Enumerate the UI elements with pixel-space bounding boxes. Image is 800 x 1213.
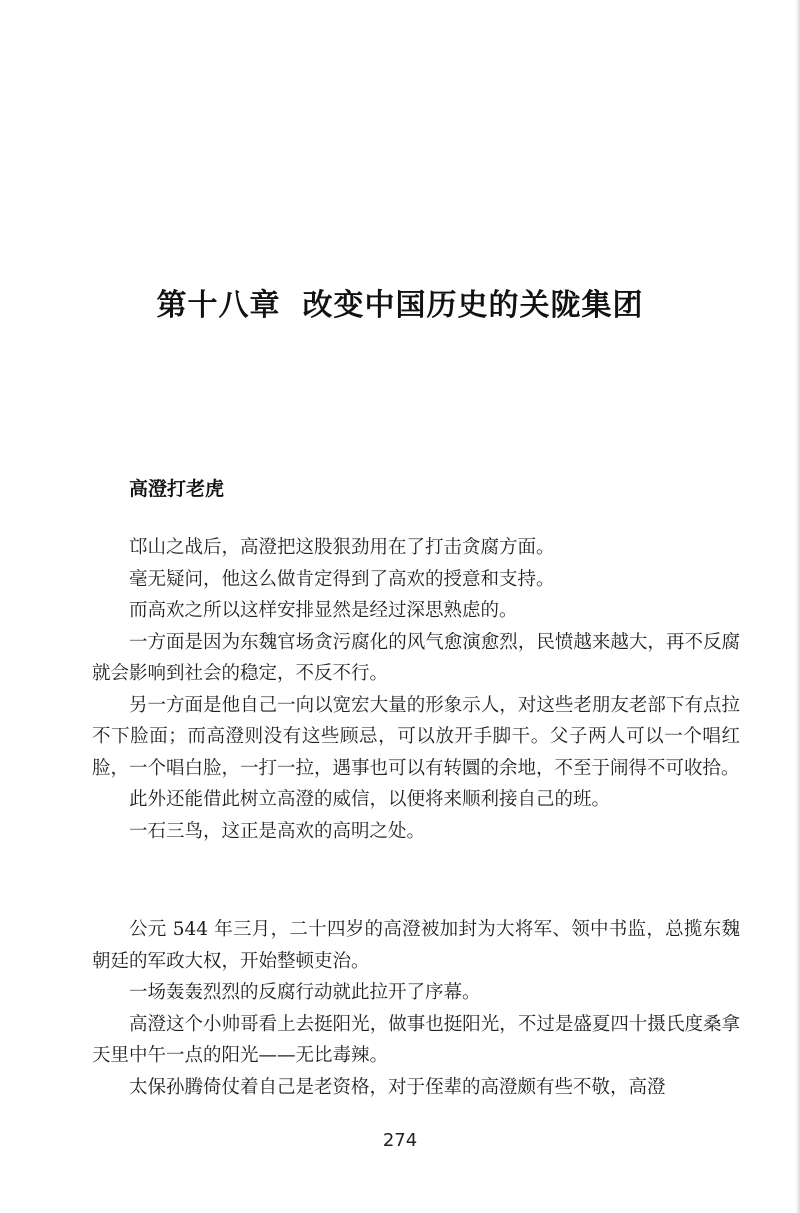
page-number: 274 (382, 1130, 418, 1151)
chapter-title-text: 改变中国历史的关陇集团 (302, 288, 644, 323)
paragraph: 邙山之战后，高澄把这股狠劲用在了打击贪腐方面。 (129, 537, 555, 558)
paragraph: 毫无疑问，他这么做肯定得到了高欢的授意和支持。 (129, 568, 555, 590)
paragraph: 此外还能借此树立高澄的威信，以便将来顺利接自己的班。 (129, 789, 611, 810)
paragraph: 而高欢之所以这样安排显然是经过深思熟虑的。 (129, 600, 518, 621)
body-text-block-2 (92, 914, 740, 1103)
section-heading: 高澄打老虎 (129, 478, 225, 500)
paragraph: 一石三鸟，这正是高欢的高明之处。 (129, 820, 426, 842)
body-text-block-1 (92, 532, 740, 847)
chapter-number: 第十八章 (156, 288, 281, 323)
paragraph: 一方面是因为东魏官场贪污腐化的风气愈演愈烈，民愤越来越大，再不反腐就会影响到社会的稳定，不反不行。 (92, 631, 740, 684)
paragraph: 另一方面是他自己一向以宽宏大量的形象示人，对这些老朋友老部下有点拉不下脸面；而高澄则没有这些顾忌，可以放开手脚干。父子两人可以一个唱红脸，一个唱白脸，一打一拉，遇事也可以有转圜的余地，不至于闹得不可收拾。 (92, 694, 740, 779)
chapter-title (0, 280, 800, 324)
page-edge-shadow (795, 0, 800, 1213)
paragraph: 公元 544 年三月，二十四岁的高澄被加封为大将军、领中书监，总揽东魏朝廷的军政大权，开始整顿吏治。 (92, 919, 740, 972)
paragraph: 一场轰轰烈烈的反腐行动就此拉开了序幕。 (129, 982, 481, 1003)
paragraph: 太保孙腾倚仗着自己是老资格，对于侄辈的高澄颇有些不敬，高澄 (129, 1076, 666, 1098)
paragraph: 高澄这个小帅哥看上去挺阳光，做事也挺阳光，不过是盛夏四十摄氏度桑拿天里中午一点的阳光——无比毒辣。 (92, 1013, 740, 1066)
